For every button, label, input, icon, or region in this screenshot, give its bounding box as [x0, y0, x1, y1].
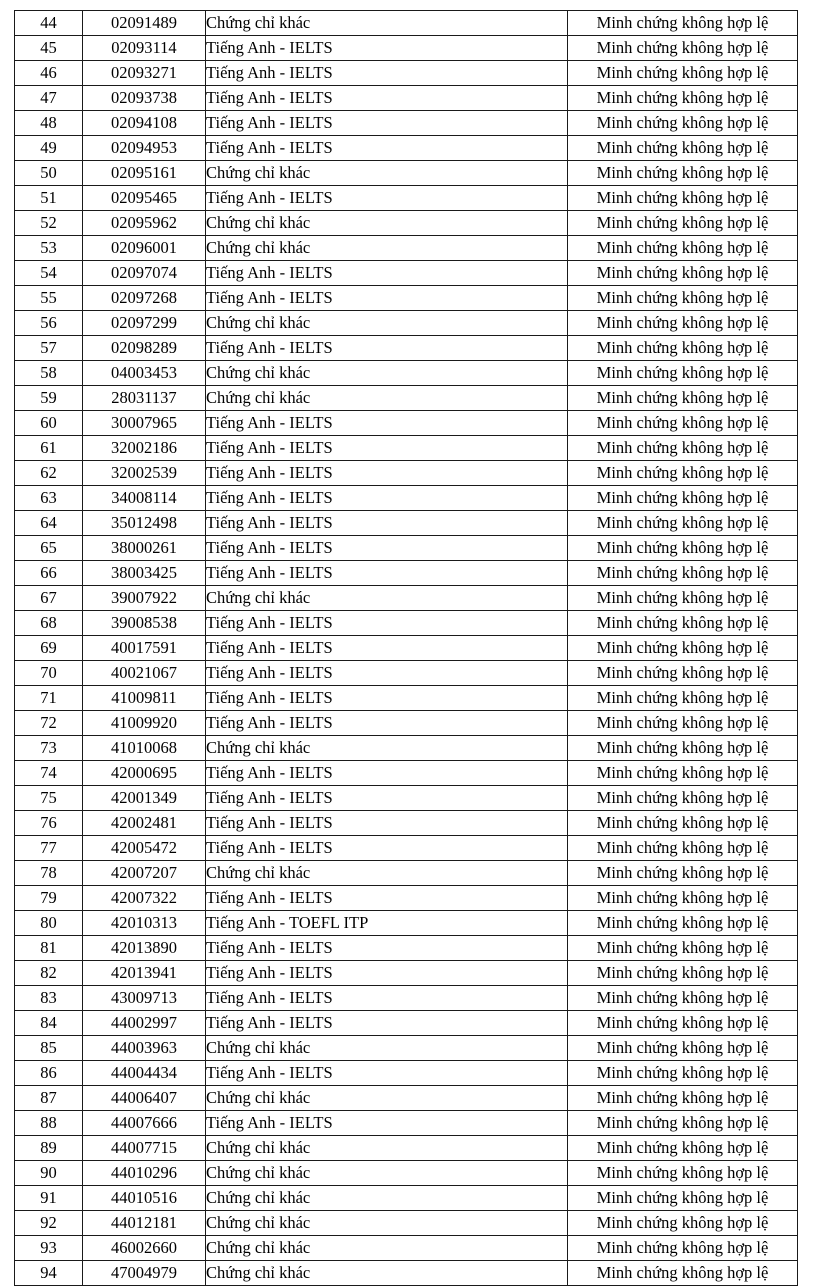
- cell-candidate-code: 38003425: [83, 561, 206, 586]
- cell-evidence-status: Minh chứng không hợp lệ: [568, 1036, 798, 1061]
- cell-order-number: 76: [15, 811, 83, 836]
- table-row: [15, 836, 798, 861]
- cell-order-number: 59: [15, 386, 83, 411]
- cell-certificate-type: Tiếng Anh - IELTS: [206, 336, 568, 361]
- cell-certificate-type: Chứng chỉ khác: [206, 736, 568, 761]
- cell-order-number: 53: [15, 236, 83, 261]
- cell-candidate-code: 02097074: [83, 261, 206, 286]
- table-row: [15, 911, 798, 936]
- cell-candidate-code: 44010296: [83, 1161, 206, 1186]
- cell-evidence-status: Minh chứng không hợp lệ: [568, 1236, 798, 1261]
- cell-order-number: 82: [15, 961, 83, 986]
- cell-candidate-code: 42001349: [83, 786, 206, 811]
- table-row: [15, 11, 798, 36]
- table-row: [15, 611, 798, 636]
- cell-candidate-code: 02096001: [83, 236, 206, 261]
- cell-certificate-type: Tiếng Anh - IELTS: [206, 961, 568, 986]
- cell-evidence-status: Minh chứng không hợp lệ: [568, 711, 798, 736]
- cell-order-number: 78: [15, 861, 83, 886]
- cell-candidate-code: 40017591: [83, 636, 206, 661]
- cell-certificate-type: Tiếng Anh - IELTS: [206, 636, 568, 661]
- table-row: [15, 261, 798, 286]
- cell-order-number: 94: [15, 1261, 83, 1286]
- cell-order-number: 75: [15, 786, 83, 811]
- cell-order-number: 86: [15, 1061, 83, 1086]
- cell-candidate-code: 38000261: [83, 536, 206, 561]
- cell-certificate-type: Chứng chỉ khác: [206, 1136, 568, 1161]
- cell-certificate-type: Tiếng Anh - IELTS: [206, 811, 568, 836]
- cell-evidence-status: Minh chứng không hợp lệ: [568, 86, 798, 111]
- cell-candidate-code: 02095962: [83, 211, 206, 236]
- cell-candidate-code: 44004434: [83, 1061, 206, 1086]
- cell-evidence-status: Minh chứng không hợp lệ: [568, 61, 798, 86]
- cell-order-number: 62: [15, 461, 83, 486]
- cell-candidate-code: 39008538: [83, 611, 206, 636]
- cell-candidate-code: 42000695: [83, 761, 206, 786]
- cell-order-number: 48: [15, 111, 83, 136]
- cell-certificate-type: Tiếng Anh - IELTS: [206, 761, 568, 786]
- cell-certificate-type: Tiếng Anh - IELTS: [206, 186, 568, 211]
- cell-order-number: 69: [15, 636, 83, 661]
- table-row: [15, 436, 798, 461]
- cell-certificate-type: Chứng chỉ khác: [206, 861, 568, 886]
- table-row: [15, 1086, 798, 1111]
- table-row: [15, 211, 798, 236]
- cell-evidence-status: Minh chứng không hợp lệ: [568, 361, 798, 386]
- cell-order-number: 67: [15, 586, 83, 611]
- cell-certificate-type: Chứng chỉ khác: [206, 1161, 568, 1186]
- table-row: [15, 861, 798, 886]
- cell-certificate-type: Tiếng Anh - IELTS: [206, 261, 568, 286]
- cell-certificate-type: Tiếng Anh - IELTS: [206, 711, 568, 736]
- cell-certificate-type: Tiếng Anh - IELTS: [206, 686, 568, 711]
- evidence-table-container: [14, 10, 797, 1286]
- cell-evidence-status: Minh chứng không hợp lệ: [568, 536, 798, 561]
- cell-candidate-code: 44007666: [83, 1111, 206, 1136]
- cell-certificate-type: Tiếng Anh - IELTS: [206, 36, 568, 61]
- table-row: [15, 636, 798, 661]
- cell-candidate-code: 02091489: [83, 11, 206, 36]
- cell-order-number: 90: [15, 1161, 83, 1186]
- table-row: [15, 361, 798, 386]
- table-row: [15, 986, 798, 1011]
- cell-candidate-code: 42005472: [83, 836, 206, 861]
- cell-candidate-code: 42007322: [83, 886, 206, 911]
- cell-candidate-code: 02093114: [83, 36, 206, 61]
- table-row: [15, 136, 798, 161]
- cell-order-number: 70: [15, 661, 83, 686]
- cell-order-number: 93: [15, 1236, 83, 1261]
- cell-order-number: 65: [15, 536, 83, 561]
- cell-certificate-type: Chứng chỉ khác: [206, 1211, 568, 1236]
- cell-candidate-code: 28031137: [83, 386, 206, 411]
- cell-evidence-status: Minh chứng không hợp lệ: [568, 936, 798, 961]
- cell-candidate-code: 43009713: [83, 986, 206, 1011]
- cell-certificate-type: Tiếng Anh - IELTS: [206, 661, 568, 686]
- cell-candidate-code: 32002539: [83, 461, 206, 486]
- table-row: [15, 661, 798, 686]
- table-row: [15, 86, 798, 111]
- table-row: [15, 511, 798, 536]
- cell-order-number: 88: [15, 1111, 83, 1136]
- cell-candidate-code: 42013890: [83, 936, 206, 961]
- cell-evidence-status: Minh chứng không hợp lệ: [568, 911, 798, 936]
- cell-certificate-type: Tiếng Anh - IELTS: [206, 411, 568, 436]
- cell-certificate-type: Tiếng Anh - IELTS: [206, 486, 568, 511]
- cell-order-number: 84: [15, 1011, 83, 1036]
- cell-evidence-status: Minh chứng không hợp lệ: [568, 1086, 798, 1111]
- table-row: [15, 961, 798, 986]
- table-row: [15, 61, 798, 86]
- cell-certificate-type: Tiếng Anh - IELTS: [206, 511, 568, 536]
- table-row: [15, 461, 798, 486]
- cell-certificate-type: Tiếng Anh - IELTS: [206, 86, 568, 111]
- cell-certificate-type: Chứng chỉ khác: [206, 1036, 568, 1061]
- cell-candidate-code: 32002186: [83, 436, 206, 461]
- cell-order-number: 55: [15, 286, 83, 311]
- cell-evidence-status: Minh chứng không hợp lệ: [568, 611, 798, 636]
- cell-order-number: 72: [15, 711, 83, 736]
- cell-candidate-code: 47004979: [83, 1261, 206, 1286]
- cell-evidence-status: Minh chứng không hợp lệ: [568, 336, 798, 361]
- cell-evidence-status: Minh chứng không hợp lệ: [568, 1136, 798, 1161]
- cell-certificate-type: Chứng chỉ khác: [206, 11, 568, 36]
- cell-order-number: 68: [15, 611, 83, 636]
- cell-evidence-status: Minh chứng không hợp lệ: [568, 186, 798, 211]
- table-row: [15, 1011, 798, 1036]
- cell-evidence-status: Minh chứng không hợp lệ: [568, 11, 798, 36]
- cell-certificate-type: Chứng chỉ khác: [206, 586, 568, 611]
- cell-certificate-type: Chứng chỉ khác: [206, 161, 568, 186]
- cell-order-number: 46: [15, 61, 83, 86]
- cell-evidence-status: Minh chứng không hợp lệ: [568, 886, 798, 911]
- cell-evidence-status: Minh chứng không hợp lệ: [568, 211, 798, 236]
- table-row: [15, 411, 798, 436]
- table-row: [15, 736, 798, 761]
- cell-certificate-type: Tiếng Anh - IELTS: [206, 536, 568, 561]
- cell-evidence-status: Minh chứng không hợp lệ: [568, 1211, 798, 1236]
- cell-order-number: 50: [15, 161, 83, 186]
- table-row: [15, 386, 798, 411]
- cell-candidate-code: 04003453: [83, 361, 206, 386]
- cell-candidate-code: 41009811: [83, 686, 206, 711]
- cell-certificate-type: Tiếng Anh - IELTS: [206, 936, 568, 961]
- cell-candidate-code: 44010516: [83, 1186, 206, 1211]
- cell-evidence-status: Minh chứng không hợp lệ: [568, 1111, 798, 1136]
- table-row: [15, 936, 798, 961]
- cell-evidence-status: Minh chứng không hợp lệ: [568, 1261, 798, 1286]
- table-row: [15, 336, 798, 361]
- table-row: [15, 36, 798, 61]
- cell-evidence-status: Minh chứng không hợp lệ: [568, 486, 798, 511]
- cell-order-number: 49: [15, 136, 83, 161]
- cell-candidate-code: 02093271: [83, 61, 206, 86]
- cell-order-number: 74: [15, 761, 83, 786]
- cell-evidence-status: Minh chứng không hợp lệ: [568, 136, 798, 161]
- cell-evidence-status: Minh chứng không hợp lệ: [568, 961, 798, 986]
- cell-certificate-type: Tiếng Anh - IELTS: [206, 836, 568, 861]
- cell-evidence-status: Minh chứng không hợp lệ: [568, 511, 798, 536]
- cell-certificate-type: Tiếng Anh - IELTS: [206, 1111, 568, 1136]
- cell-order-number: 57: [15, 336, 83, 361]
- cell-certificate-type: Chứng chỉ khác: [206, 361, 568, 386]
- cell-evidence-status: Minh chứng không hợp lệ: [568, 861, 798, 886]
- cell-certificate-type: Tiếng Anh - IELTS: [206, 286, 568, 311]
- cell-order-number: 45: [15, 36, 83, 61]
- table-row: [15, 486, 798, 511]
- cell-order-number: 54: [15, 261, 83, 286]
- cell-certificate-type: Tiếng Anh - IELTS: [206, 461, 568, 486]
- cell-order-number: 61: [15, 436, 83, 461]
- cell-certificate-type: Tiếng Anh - IELTS: [206, 1061, 568, 1086]
- cell-evidence-status: Minh chứng không hợp lệ: [568, 436, 798, 461]
- cell-candidate-code: 02098289: [83, 336, 206, 361]
- table-row: [15, 761, 798, 786]
- cell-evidence-status: Minh chứng không hợp lệ: [568, 986, 798, 1011]
- cell-certificate-type: Chứng chỉ khác: [206, 1086, 568, 1111]
- cell-candidate-code: 44003963: [83, 1036, 206, 1061]
- cell-order-number: 63: [15, 486, 83, 511]
- cell-certificate-type: Chứng chỉ khác: [206, 386, 568, 411]
- cell-order-number: 56: [15, 311, 83, 336]
- cell-evidence-status: Minh chứng không hợp lệ: [568, 386, 798, 411]
- cell-evidence-status: Minh chứng không hợp lệ: [568, 1186, 798, 1211]
- table-row: [15, 586, 798, 611]
- cell-evidence-status: Minh chứng không hợp lệ: [568, 636, 798, 661]
- table-row: [15, 1161, 798, 1186]
- table-row: [15, 236, 798, 261]
- table-row: [15, 1036, 798, 1061]
- cell-candidate-code: 02094108: [83, 111, 206, 136]
- table-row: [15, 186, 798, 211]
- table-row: [15, 111, 798, 136]
- cell-certificate-type: Tiếng Anh - IELTS: [206, 61, 568, 86]
- cell-candidate-code: 44012181: [83, 1211, 206, 1236]
- cell-order-number: 80: [15, 911, 83, 936]
- table-row: [15, 561, 798, 586]
- cell-certificate-type: Chứng chỉ khác: [206, 311, 568, 336]
- cell-candidate-code: 44006407: [83, 1086, 206, 1111]
- cell-candidate-code: 41009920: [83, 711, 206, 736]
- table-row: [15, 1061, 798, 1086]
- cell-order-number: 47: [15, 86, 83, 111]
- cell-candidate-code: 02097268: [83, 286, 206, 311]
- cell-evidence-status: Minh chứng không hợp lệ: [568, 161, 798, 186]
- cell-certificate-type: Tiếng Anh - TOEFL ITP: [206, 911, 568, 936]
- cell-candidate-code: 35012498: [83, 511, 206, 536]
- evidence-table-body: [15, 11, 798, 1286]
- cell-certificate-type: Tiếng Anh - IELTS: [206, 436, 568, 461]
- cell-certificate-type: Tiếng Anh - IELTS: [206, 886, 568, 911]
- cell-order-number: 87: [15, 1086, 83, 1111]
- table-row: [15, 1136, 798, 1161]
- cell-certificate-type: Tiếng Anh - IELTS: [206, 1011, 568, 1036]
- cell-order-number: 85: [15, 1036, 83, 1061]
- cell-order-number: 71: [15, 686, 83, 711]
- cell-evidence-status: Minh chứng không hợp lệ: [568, 686, 798, 711]
- cell-certificate-type: Tiếng Anh - IELTS: [206, 986, 568, 1011]
- cell-evidence-status: Minh chứng không hợp lệ: [568, 811, 798, 836]
- cell-order-number: 81: [15, 936, 83, 961]
- table-row: [15, 886, 798, 911]
- cell-order-number: 77: [15, 836, 83, 861]
- cell-certificate-type: Chứng chỉ khác: [206, 1186, 568, 1211]
- cell-evidence-status: Minh chứng không hợp lệ: [568, 736, 798, 761]
- evidence-table: [14, 10, 798, 1286]
- cell-evidence-status: Minh chứng không hợp lệ: [568, 286, 798, 311]
- cell-candidate-code: 42013941: [83, 961, 206, 986]
- cell-evidence-status: Minh chứng không hợp lệ: [568, 1161, 798, 1186]
- table-row: [15, 786, 798, 811]
- cell-order-number: 89: [15, 1136, 83, 1161]
- cell-evidence-status: Minh chứng không hợp lệ: [568, 661, 798, 686]
- cell-certificate-type: Chứng chỉ khác: [206, 1236, 568, 1261]
- cell-order-number: 66: [15, 561, 83, 586]
- cell-candidate-code: 02093738: [83, 86, 206, 111]
- cell-order-number: 44: [15, 11, 83, 36]
- cell-certificate-type: Tiếng Anh - IELTS: [206, 786, 568, 811]
- cell-evidence-status: Minh chứng không hợp lệ: [568, 1061, 798, 1086]
- cell-candidate-code: 02097299: [83, 311, 206, 336]
- cell-evidence-status: Minh chứng không hợp lệ: [568, 836, 798, 861]
- cell-order-number: 92: [15, 1211, 83, 1236]
- cell-certificate-type: Chứng chỉ khác: [206, 1261, 568, 1286]
- cell-certificate-type: Tiếng Anh - IELTS: [206, 136, 568, 161]
- cell-evidence-status: Minh chứng không hợp lệ: [568, 561, 798, 586]
- cell-order-number: 58: [15, 361, 83, 386]
- cell-evidence-status: Minh chứng không hợp lệ: [568, 586, 798, 611]
- cell-candidate-code: 34008114: [83, 486, 206, 511]
- cell-certificate-type: Tiếng Anh - IELTS: [206, 611, 568, 636]
- cell-order-number: 52: [15, 211, 83, 236]
- cell-evidence-status: Minh chứng không hợp lệ: [568, 36, 798, 61]
- cell-certificate-type: Chứng chỉ khác: [206, 236, 568, 261]
- cell-order-number: 60: [15, 411, 83, 436]
- cell-evidence-status: Minh chứng không hợp lệ: [568, 311, 798, 336]
- cell-certificate-type: Tiếng Anh - IELTS: [206, 111, 568, 136]
- cell-evidence-status: Minh chứng không hợp lệ: [568, 236, 798, 261]
- cell-candidate-code: 39007922: [83, 586, 206, 611]
- cell-order-number: 79: [15, 886, 83, 911]
- cell-order-number: 64: [15, 511, 83, 536]
- cell-evidence-status: Minh chứng không hợp lệ: [568, 111, 798, 136]
- table-row: [15, 1261, 798, 1286]
- cell-order-number: 91: [15, 1186, 83, 1211]
- table-row: [15, 686, 798, 711]
- cell-candidate-code: 02095465: [83, 186, 206, 211]
- cell-evidence-status: Minh chứng không hợp lệ: [568, 786, 798, 811]
- cell-candidate-code: 44002997: [83, 1011, 206, 1036]
- cell-order-number: 51: [15, 186, 83, 211]
- table-row: [15, 536, 798, 561]
- cell-order-number: 73: [15, 736, 83, 761]
- cell-candidate-code: 46002660: [83, 1236, 206, 1261]
- table-row: [15, 311, 798, 336]
- table-row: [15, 811, 798, 836]
- cell-candidate-code: 30007965: [83, 411, 206, 436]
- table-row: [15, 711, 798, 736]
- table-row: [15, 1111, 798, 1136]
- cell-certificate-type: Tiếng Anh - IELTS: [206, 561, 568, 586]
- cell-candidate-code: 42002481: [83, 811, 206, 836]
- cell-candidate-code: 42007207: [83, 861, 206, 886]
- cell-candidate-code: 44007715: [83, 1136, 206, 1161]
- cell-order-number: 83: [15, 986, 83, 1011]
- cell-evidence-status: Minh chứng không hợp lệ: [568, 1011, 798, 1036]
- table-row: [15, 1186, 798, 1211]
- cell-evidence-status: Minh chứng không hợp lệ: [568, 461, 798, 486]
- cell-evidence-status: Minh chứng không hợp lệ: [568, 411, 798, 436]
- cell-evidence-status: Minh chứng không hợp lệ: [568, 261, 798, 286]
- cell-candidate-code: 42010313: [83, 911, 206, 936]
- cell-candidate-code: 02094953: [83, 136, 206, 161]
- cell-evidence-status: Minh chứng không hợp lệ: [568, 761, 798, 786]
- cell-candidate-code: 40021067: [83, 661, 206, 686]
- table-row: [15, 1211, 798, 1236]
- table-row: [15, 286, 798, 311]
- table-row: [15, 161, 798, 186]
- cell-candidate-code: 41010068: [83, 736, 206, 761]
- cell-candidate-code: 02095161: [83, 161, 206, 186]
- table-row: [15, 1236, 798, 1261]
- cell-certificate-type: Chứng chỉ khác: [206, 211, 568, 236]
